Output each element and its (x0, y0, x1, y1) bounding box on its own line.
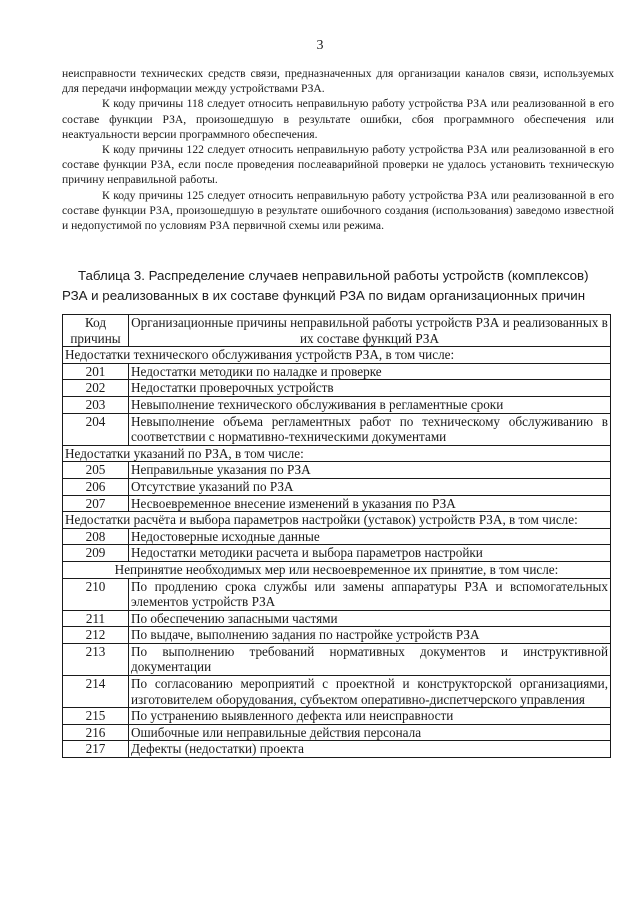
cause-name: Ошибочные или неправильные действия персонала (129, 724, 611, 741)
paragraph: неисправности технических средств связи, предназначенных для организации каналов связи, используемых для передачи информации между устройствами РЗА. (62, 67, 614, 96)
table-row (63, 545, 611, 562)
table-row (63, 627, 611, 644)
section-title: Непринятие необходимых мер или несвоевременное их принятие, в том числе: (63, 561, 611, 578)
cause-code: 205 (63, 462, 129, 479)
cause-name: По устранению выявленного дефекта или неисправности (129, 708, 611, 725)
section-row (63, 445, 611, 462)
table-row (63, 610, 611, 627)
table-row (63, 380, 611, 397)
paragraph: К коду причины 125 следует относить неправильную работу устройства РЗА или реализованной в его составе функции РЗА, произошедшую в результате ошибочного создания (использования) заведомо известной и недопустимой по условиям РЗА первичной схемы или режима. (62, 188, 614, 233)
cause-name: По обеспечению запасными частями (129, 610, 611, 627)
paragraph: К коду причины 118 следует относить неправильную работу устройства РЗА или реализованной в его составе функции РЗА, произошедшую в результате ошибки, сбоя программного обеспечения или неактуальности версии программного обеспечения. (62, 97, 614, 141)
cause-code: 214 (63, 676, 129, 708)
cause-code: 215 (63, 708, 129, 725)
table-caption (62, 266, 614, 306)
cause-name: По согласованию мероприятий с проектной и конструкторской организациями, изготовителем оборудования, субъектом оперативно-диспетчерского управления (129, 676, 611, 708)
cause-code: 206 (63, 478, 129, 495)
table-row (63, 643, 611, 675)
cause-code: 209 (63, 545, 129, 562)
cause-name: Отсутствие указаний по РЗА (129, 478, 611, 495)
table-row (63, 528, 611, 545)
cause-code: 201 (63, 363, 129, 380)
paragraph: К коду причины 122 следует относить неправильную работу устройства РЗА или реализованной в его составе функции РЗА, если после проведения послеаварийной проверки не удалось установить техническую причину неправильной работы. (62, 143, 614, 187)
table-row (63, 413, 611, 445)
table-row (63, 495, 611, 512)
table-row (63, 396, 611, 413)
cause-name: Недостатки методики расчета и выбора параметров настройки (129, 545, 611, 562)
causes-table (62, 314, 611, 758)
table-header-row (63, 315, 611, 347)
cause-code: 212 (63, 627, 129, 644)
cause-name: По продлению срока службы или замены аппаратуры РЗА и вспомогательных элементов устройств РЗА (129, 578, 611, 610)
cause-name: Неправильные указания по РЗА (129, 462, 611, 479)
cause-code: 211 (63, 610, 129, 627)
cause-name: По выдаче, выполнению задания по настройке устройств РЗА (129, 627, 611, 644)
header-name: Организационные причины неправильной работы устройств РЗА и реализованных в их составе функций РЗА (129, 315, 611, 347)
cause-name: Невыполнение объема регламентных работ по техническому обслуживанию в соответствии с нормативно-техническими документами (129, 413, 611, 445)
table-row (63, 363, 611, 380)
header-code: Код причины (63, 315, 129, 347)
table-row (63, 741, 611, 758)
cause-name: Недостатки методики по наладке и проверке (129, 363, 611, 380)
cause-code: 202 (63, 380, 129, 397)
cause-name: По выполнению требований нормативных документов и инструктивной документации (129, 643, 611, 675)
table-caption-line: Таблица 3. Распределение случаев неправильной работы устройств (комплексов) (78, 268, 589, 283)
table-row (63, 724, 611, 741)
section-row (63, 347, 611, 364)
table-row (63, 708, 611, 725)
section-title: Недостатки расчёта и выбора параметров настройки (уставок) устройств РЗА, в том числе: (63, 512, 611, 529)
section-title: Недостатки указаний по РЗА, в том числе: (63, 445, 611, 462)
page-number: 3 (316, 38, 324, 53)
cause-code: 217 (63, 741, 129, 758)
cause-name: Дефекты (недостатки) проекта (129, 741, 611, 758)
table-row (63, 462, 611, 479)
cause-name: Невыполнение технического обслуживания в регламентные сроки (129, 396, 611, 413)
section-title: Недостатки технического обслуживания устройств РЗА, в том числе: (63, 347, 611, 364)
table-row (63, 676, 611, 708)
cause-code: 210 (63, 578, 129, 610)
cause-name: Недостоверные исходные данные (129, 528, 611, 545)
cause-name: Несвоевременное внесение изменений в указания по РЗА (129, 495, 611, 512)
cause-code: 208 (63, 528, 129, 545)
section-row (63, 512, 611, 529)
table-row (63, 578, 611, 610)
table-caption-line: РЗА и реализованных в их составе функций РЗА по видам организационных причин (62, 288, 586, 303)
table-row (63, 478, 611, 495)
cause-code: 207 (63, 495, 129, 512)
cause-code: 213 (63, 643, 129, 675)
intro-text (62, 66, 614, 233)
section-row (63, 561, 611, 578)
cause-code: 204 (63, 413, 129, 445)
cause-code: 203 (63, 396, 129, 413)
cause-name: Недостатки проверочных устройств (129, 380, 611, 397)
cause-code: 216 (63, 724, 129, 741)
